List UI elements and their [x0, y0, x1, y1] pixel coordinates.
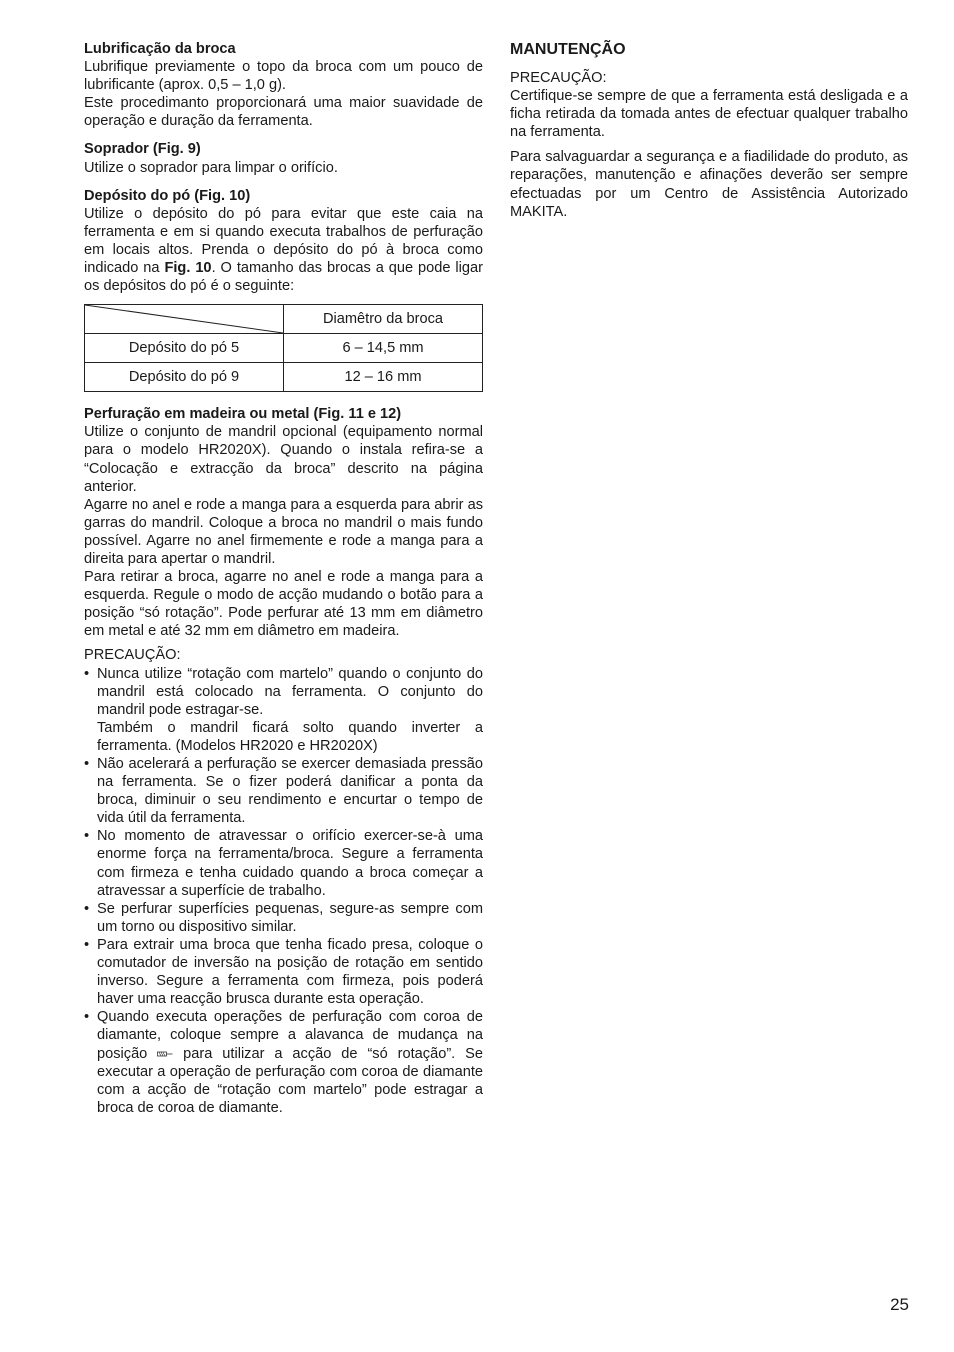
- heading-deposito: Depósito do pó (Fig. 10): [84, 187, 251, 204]
- left-column: [84, 40, 483, 1117]
- section-deposito: [84, 187, 483, 393]
- heading-soprador: Soprador (Fig. 9): [84, 141, 201, 158]
- list-item-text: para utilizar a acção de “só rotação”. Se executar a operação de perfuração com coroa de diamante com a acção de “rotação com martelo” pode estragar a broca de coroa de diamante.: [97, 1045, 484, 1116]
- paragraph: Para salvaguardar a segurança e a fiadilidade do produto, as reparações, manutenção e afinações deverão ser sempre efectuadas por um Centro de Assistência Autorizado MAKITA.: [510, 149, 908, 220]
- list-item-text: Quando executa operações de perfuração com coroa de diamante, coloque sempre a alavanca de mudança na posição: [97, 1009, 483, 1062]
- section-lubrificacao: [84, 40, 483, 130]
- bullet-icon: •: [84, 665, 90, 682]
- heading-lubrificacao: Lubrificação da broca: [84, 41, 236, 57]
- list-item: [84, 755, 483, 827]
- bullet-icon: •: [84, 756, 90, 772]
- paragraph: Este procedimanto proporcionará uma maior suavidade de operação e duração da ferramenta.: [84, 95, 483, 130]
- table-header-row: [85, 305, 483, 334]
- heading-manutencao: MANUTENÇÃO: [510, 41, 626, 58]
- bullet-icon: •: [84, 1009, 90, 1026]
- table-cell-label: Depósito do pó 5: [85, 334, 284, 363]
- list-item-text: Para extrair uma broca que tenha ficado presa, coloque o comutador de inversão na posição de rotação em sentido inverso. Segure a ferramenta com firmeza, pois poderá haver uma reacção brusca durante esta operação.: [97, 936, 483, 1008]
- paragraph: [84, 205, 483, 295]
- page-number: 25: [890, 1295, 909, 1314]
- text: . O tamanho das brocas a que pode ligar os depósitos do pó é o seguinte:: [84, 260, 483, 295]
- bullet-icon: •: [84, 828, 90, 845]
- table-header-cell: Diamêtro da broca: [284, 305, 483, 334]
- right-column: [510, 40, 908, 221]
- section-perfuracao: [84, 405, 483, 1117]
- paragraph: Certifique-se sempre de que a ferramenta está desligada e a ficha retirada da tomada antes de efectuar qualquer trabalho na ferramenta.: [510, 88, 908, 141]
- list-item: [84, 900, 483, 936]
- dust-cup-table: [84, 304, 483, 392]
- table-corner-cell: [85, 305, 284, 334]
- list-item-text: Também o mandril ficará solto quando inverter a ferramenta. (Modelos HR2020 e HR2020X): [97, 719, 483, 754]
- list-item: [84, 936, 483, 1008]
- heading-perfuracao: Perfuração em madeira ou metal (Fig. 11 e 12): [84, 406, 402, 423]
- list-item: [84, 665, 483, 755]
- paragraph: Lubrifique previamente o topo da broca com um pouco de lubrificante (aprox. 0,5 – 1,0 g).: [84, 59, 483, 94]
- table-cell-value: 6 – 14,5 mm: [284, 334, 483, 363]
- bullet-icon: •: [84, 936, 90, 953]
- table-cell-value: 12 – 16 mm: [284, 363, 483, 392]
- list-item-text: Não acelerará a perfuração se exercer demasiada pressão na ferramenta. Se o fizer poderá danificar a ponta da broca, diminuir o seu rendimento e encurtar o tempo de vida útil da ferramenta.: [97, 756, 483, 827]
- diagonal-line: [85, 305, 283, 333]
- table-row: [85, 363, 483, 392]
- paragraph: Para retirar a broca, agarre no anel e rode a manga para a esquerda. Regule o modo de acção mudando o botão para a posição “só rotação”. Pode perfurar até 13 mm em diâmetro em metal e até 32 mm em diâmetro em madeira.: [84, 569, 483, 640]
- text: Utilize o depósito do pó para evitar que este caia na ferramenta e em si quando executa trabalhos de perfuração em locais altos. Prenda o depósito do pó à broca como indicado na: [84, 205, 483, 277]
- list-item: [84, 827, 483, 899]
- bullet-icon: •: [84, 900, 90, 917]
- list-item-text: Nunca utilize “rotação com martelo” quando o conjunto do mandril está colocado na ferramenta. O conjunto do mandril pode estragar-se.: [97, 665, 483, 718]
- caution-list: [84, 665, 483, 1117]
- paragraph: Agarre no anel e rode a manga para a esquerda para abrir as garras do mandril. Coloque a broca no mandril o mais fundo possível. Agarre no anel firmemente e rode a manga para a direita para apertar o mandril.: [84, 496, 483, 567]
- caution-label: PRECAUÇÃO:: [510, 70, 607, 86]
- paragraph: Utilize o soprador para limpar o orifício.: [84, 159, 338, 176]
- list-item-text: No momento de atravessar o orifício exercer-se-à uma enorme força na ferramenta/broca. Segure a ferramenta com firmeza e tenha cuidado quando a broca começar a atravessar a superfície de trabalho.: [97, 828, 483, 899]
- table-row: [85, 334, 483, 363]
- table-cell-label: Depósito do pó 9: [85, 363, 284, 392]
- section-soprador: [84, 140, 483, 176]
- figure-ref: Fig. 10: [164, 260, 212, 277]
- paragraph: Utilize o conjunto de mandril opcional (equipamento normal para o modelo HR2020X). Quando o instala refira-se a “Colocação e extracção da broca” descrito na página anterior.: [84, 424, 483, 495]
- list-item-text: Se perfurar superfícies pequenas, segure-as sempre com um torno ou dispositivo similar.: [97, 900, 483, 935]
- caution-label: PRECAUÇÃO:: [84, 647, 181, 664]
- list-item: [84, 1008, 483, 1117]
- drill-only-mode-icon: [157, 1045, 173, 1063]
